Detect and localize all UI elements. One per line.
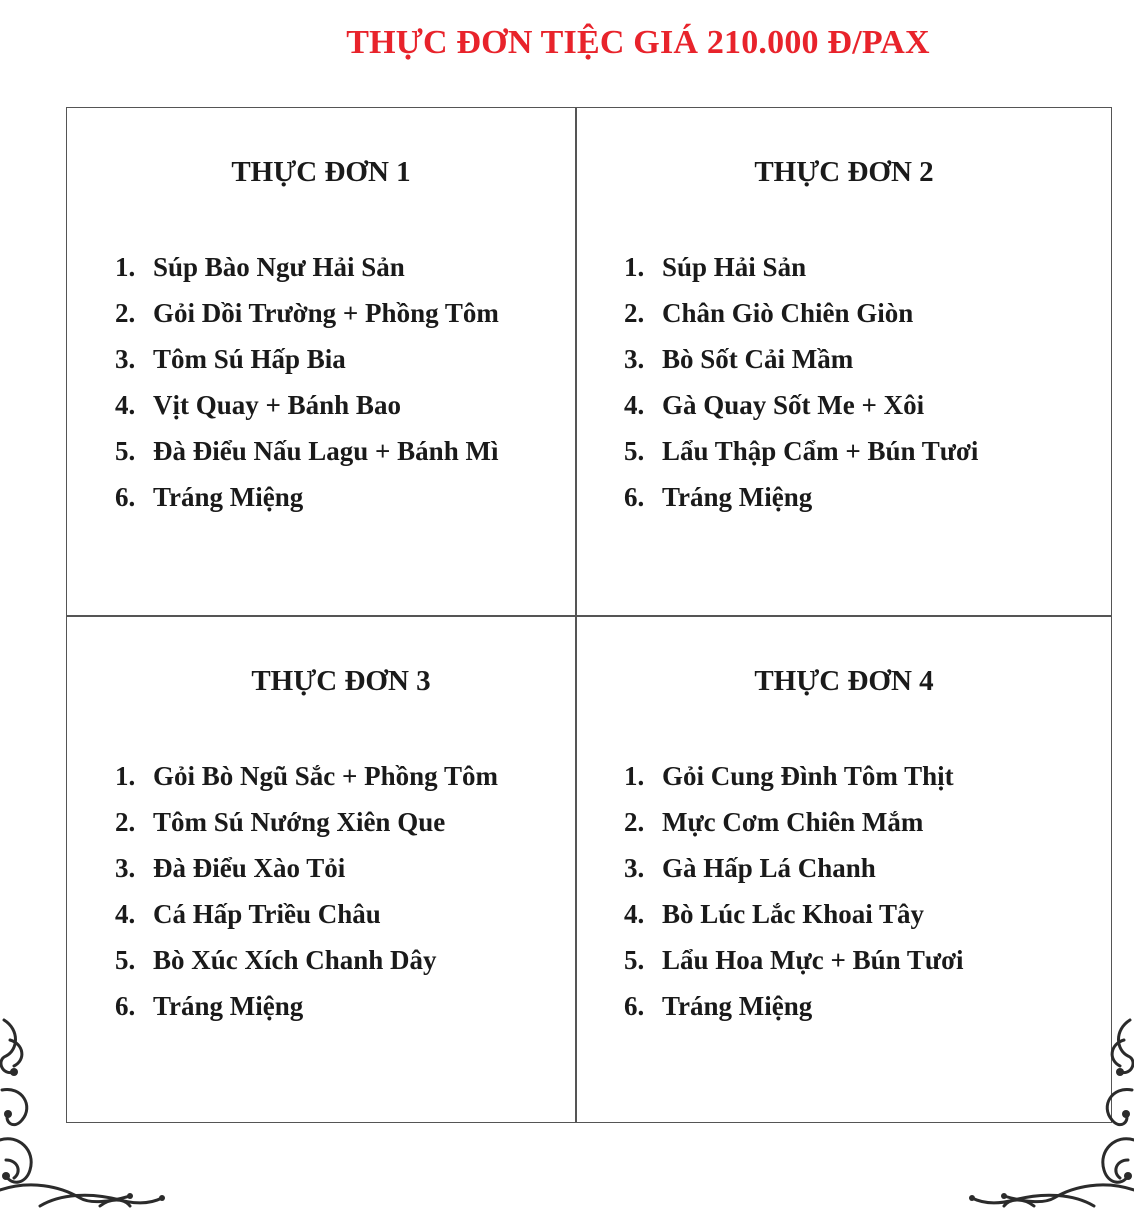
dish-number: 6. xyxy=(115,991,136,1021)
dish-name: Gỏi Bò Ngũ Sắc + Phồng Tôm xyxy=(153,761,498,791)
dish-name: Vịt Quay + Bánh Bao xyxy=(153,390,401,420)
dish-list xyxy=(624,757,964,1033)
dish-number: 1. xyxy=(115,252,136,282)
dish-item xyxy=(115,340,499,386)
dish-item xyxy=(115,294,499,340)
dish-number: 3. xyxy=(624,344,645,374)
dish-list xyxy=(115,248,499,524)
dish-number: 6. xyxy=(624,482,645,512)
dish-number: 1. xyxy=(624,252,645,282)
dish-name: Súp Hải Sản xyxy=(662,252,807,282)
dish-list xyxy=(624,248,978,524)
menu-heading: THỰC ĐƠN 1 xyxy=(231,156,411,188)
dish-number: 1. xyxy=(115,761,136,791)
dish-item xyxy=(624,340,978,386)
dish-number: 2. xyxy=(115,807,136,837)
dish-item xyxy=(115,386,499,432)
dish-number: 3. xyxy=(624,853,645,883)
dish-item xyxy=(624,987,964,1033)
dish-item xyxy=(115,849,498,895)
dish-name: Chân Giò Chiên Giòn xyxy=(662,298,914,328)
dish-name: Bò Lúc Lắc Khoai Tây xyxy=(662,899,925,929)
dish-item xyxy=(624,895,964,941)
menu-grid xyxy=(66,107,1112,1123)
dish-item xyxy=(624,849,964,895)
dish-number: 2. xyxy=(115,298,136,328)
dish-number: 2. xyxy=(624,807,645,837)
dish-item xyxy=(624,941,964,987)
dish-number: 3. xyxy=(115,853,136,883)
dish-number: 4. xyxy=(115,390,136,420)
dish-name: Mực Cơm Chiên Mắm xyxy=(662,807,924,837)
dish-number: 6. xyxy=(115,482,136,512)
dish-item xyxy=(624,803,964,849)
dish-number: 6. xyxy=(624,991,645,1021)
menu-2 xyxy=(577,108,1111,615)
menu-1 xyxy=(67,108,575,615)
dish-number: 2. xyxy=(624,298,645,328)
dish-number: 5. xyxy=(624,436,645,466)
dish-name: Tráng Miệng xyxy=(153,991,304,1021)
dish-name: Đà Điểu Nấu Lagu + Bánh Mì xyxy=(153,436,499,466)
dish-item xyxy=(115,478,499,524)
dish-item xyxy=(115,941,498,987)
dish-number: 5. xyxy=(115,436,136,466)
dish-list xyxy=(115,757,498,1033)
dish-item xyxy=(115,895,498,941)
dish-name: Gà Hấp Lá Chanh xyxy=(662,853,876,883)
dish-name: Gỏi Cung Đình Tôm Thịt xyxy=(662,761,954,791)
menu-heading: THỰC ĐƠN 3 xyxy=(251,665,431,697)
dish-number: 4. xyxy=(115,899,136,929)
dish-item xyxy=(624,757,964,803)
dish-name: Gà Quay Sốt Me + Xôi xyxy=(662,390,925,420)
dish-item xyxy=(624,478,978,524)
dish-item xyxy=(115,248,499,294)
dish-name: Cá Hấp Triều Châu xyxy=(153,899,381,929)
dish-name: Lẩu Thập Cẩm + Bún Tươi xyxy=(662,436,979,466)
floral-ornament-icon xyxy=(0,1010,180,1210)
dish-name: Bò Sốt Cải Mầm xyxy=(662,344,854,374)
dish-item xyxy=(624,294,978,340)
dish-item xyxy=(624,432,978,478)
dish-number: 1. xyxy=(624,761,645,791)
dish-name: Tôm Sú Nướng Xiên Que xyxy=(153,807,446,837)
dish-name: Đà Điểu Xào Tỏi xyxy=(153,853,346,883)
dish-number: 4. xyxy=(624,899,645,929)
dish-number: 4. xyxy=(624,390,645,420)
floral-ornament-icon xyxy=(954,1010,1134,1210)
dish-number: 3. xyxy=(115,344,136,374)
dish-item xyxy=(115,432,499,478)
dish-item xyxy=(624,386,978,432)
page-title: THỰC ĐƠN TIỆC GIÁ 210.000 Đ/PAX xyxy=(346,24,930,61)
menu-heading: THỰC ĐƠN 2 xyxy=(754,156,934,188)
dish-name: Tráng Miệng xyxy=(662,991,813,1021)
dish-name: Lẩu Hoa Mực + Bún Tươi xyxy=(662,945,964,975)
dish-name: Tráng Miệng xyxy=(662,482,813,512)
dish-name: Gỏi Dồi Trường + Phồng Tôm xyxy=(153,298,499,328)
menu-heading: THỰC ĐƠN 4 xyxy=(754,665,934,697)
dish-name: Tráng Miệng xyxy=(153,482,304,512)
dish-number: 5. xyxy=(115,945,136,975)
dish-name: Súp Bào Ngư Hải Sản xyxy=(153,252,405,282)
dish-number: 5. xyxy=(624,945,645,975)
dish-name: Tôm Sú Hấp Bia xyxy=(153,344,346,374)
dish-item xyxy=(115,803,498,849)
dish-item xyxy=(115,757,498,803)
dish-name: Bò Xúc Xích Chanh Dây xyxy=(153,945,437,975)
dish-item xyxy=(624,248,978,294)
